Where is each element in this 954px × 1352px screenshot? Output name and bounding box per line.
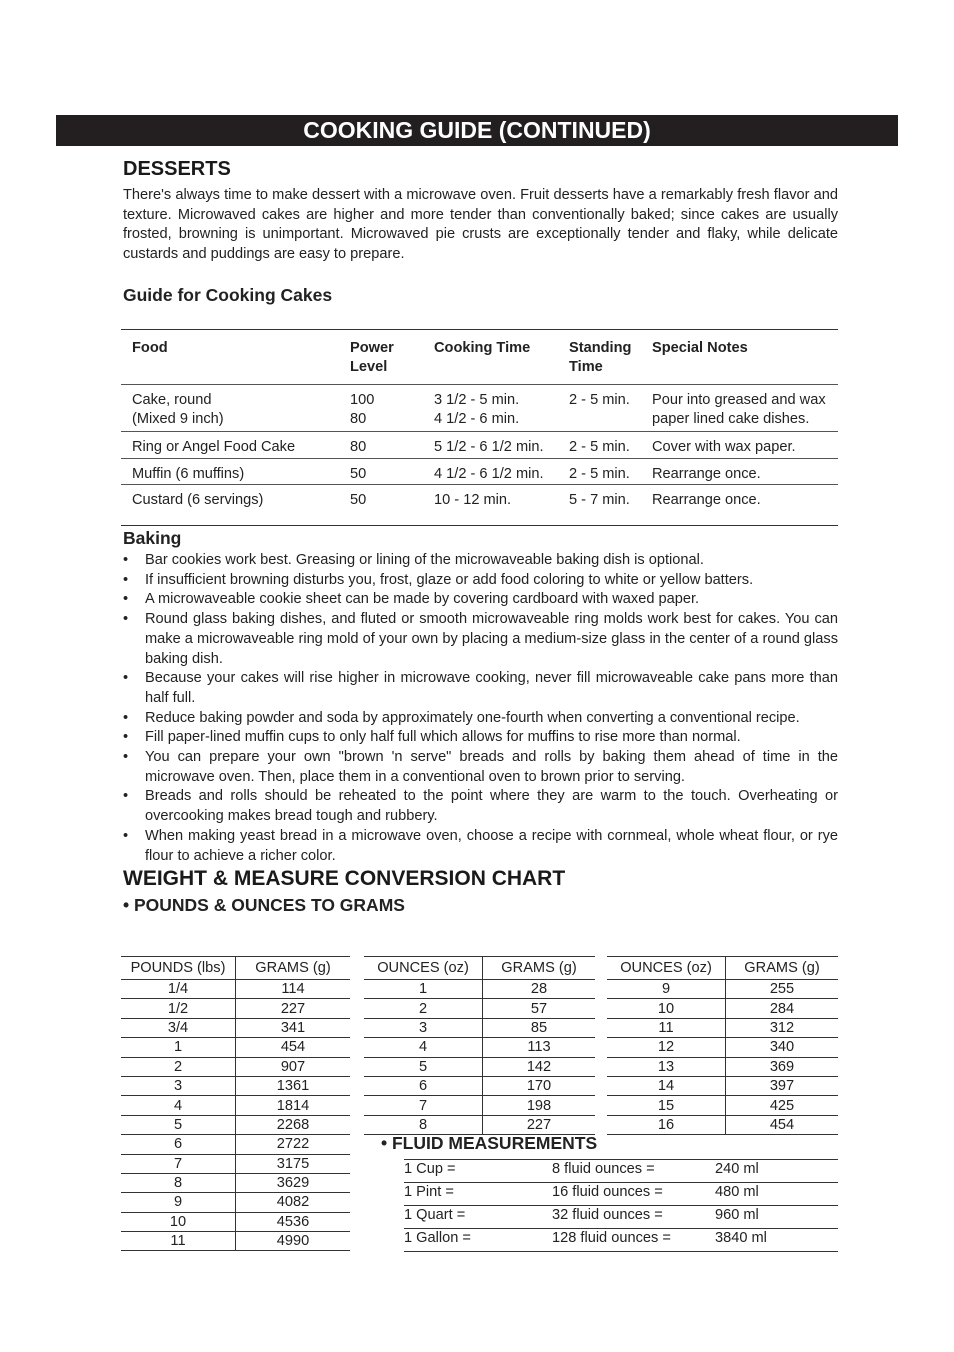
baking-tip — [123, 610, 838, 669]
ounces-grams-table-2 — [607, 956, 838, 1135]
baking-tip-text: When making yeast bread in a microwave oven, choose a recipe with cornmeal, whole wheat flour, or rye flour to achieve a richer color. — [145, 827, 838, 864]
baking-tips-list — [123, 551, 838, 866]
grams-value: 340 — [726, 1038, 839, 1057]
table-row — [607, 1115, 838, 1134]
grams-value: 454 — [726, 1115, 839, 1134]
unit-value: 7 — [121, 1154, 236, 1173]
fluid-ounces: 32 fluid ounces = — [552, 1207, 663, 1223]
table-row — [121, 980, 350, 999]
baking-tip-text: Breads and rolls should be reheated to the point where they are warm to the touch. Overheating or overcooking makes bread tough and rubbery. — [145, 788, 838, 825]
grams-value: 4536 — [236, 1212, 351, 1231]
bullet: • — [123, 709, 129, 726]
fluid-unit: 1 Pint = — [404, 1184, 454, 1200]
grams-value: 198 — [483, 1096, 596, 1115]
bullet: • — [123, 749, 129, 766]
table-row — [121, 1173, 350, 1192]
fluid-row — [404, 1206, 838, 1229]
grams-value: 227 — [236, 999, 351, 1018]
grams-value: 4082 — [236, 1193, 351, 1212]
cell-food: Muffin (6 muffins) — [132, 466, 245, 482]
baking-heading: Baking — [123, 528, 182, 548]
header-unit: OUNCES (oz) — [364, 957, 483, 980]
unit-value: 1 — [121, 1038, 236, 1057]
header-food: Food — [132, 340, 168, 356]
cell-food: Ring or Angel Food Cake — [132, 439, 296, 455]
unit-value: 3 — [364, 1018, 483, 1037]
grams-value: 3629 — [236, 1173, 351, 1192]
table-row — [607, 980, 838, 999]
cell-cooking-time: 10 - 12 min. — [434, 492, 512, 508]
unit-value: 1/4 — [121, 980, 236, 999]
grams-value: 425 — [726, 1096, 839, 1115]
grams-value: 113 — [483, 1038, 596, 1057]
grams-value: 170 — [483, 1076, 596, 1095]
table-row — [121, 1232, 350, 1251]
table-row — [121, 1115, 350, 1134]
cell-special-notes: Cover with wax paper. — [652, 439, 796, 455]
grams-value: 907 — [236, 1057, 351, 1076]
table-row — [364, 1057, 595, 1076]
cell-power-level: 50 — [350, 492, 367, 508]
fluid-ml: 480 ml — [715, 1184, 759, 1200]
cakes-row — [121, 484, 838, 525]
table-row — [121, 999, 350, 1018]
cell-special-notes: Rearrange once. — [652, 492, 761, 508]
table-row — [121, 1096, 350, 1115]
header-standing-time: Standing Time — [569, 340, 632, 375]
table-row — [364, 1076, 595, 1095]
bullet: • — [123, 670, 129, 687]
fluid-row — [404, 1183, 838, 1206]
cakes-row — [121, 458, 838, 484]
fluid-ounces: 8 fluid ounces = — [552, 1161, 655, 1177]
grams-value: 227 — [483, 1115, 596, 1134]
unit-value: 1/2 — [121, 999, 236, 1018]
header-unit: OUNCES (oz) — [607, 957, 726, 980]
table-row — [607, 1038, 838, 1057]
cakes-row — [121, 384, 838, 431]
table-row — [121, 1212, 350, 1231]
fluid-row — [404, 1229, 838, 1252]
unit-value: 16 — [607, 1115, 726, 1134]
header-grams: GRAMS (g) — [726, 957, 839, 980]
unit-value: 9 — [121, 1193, 236, 1212]
grams-value: 1361 — [236, 1076, 351, 1095]
table-row — [607, 1057, 838, 1076]
table-row — [364, 980, 595, 999]
cell-food: Custard (6 servings) — [132, 492, 264, 508]
unit-value: 4 — [121, 1096, 236, 1115]
fluid-ml: 3840 ml — [715, 1230, 767, 1246]
grams-value: 142 — [483, 1057, 596, 1076]
baking-tip-text: A microwaveable cookie sheet can be made by covering cardboard with waxed paper. — [145, 591, 700, 608]
cell-cooking-time: 3 1/2 - 5 min. 4 1/2 - 6 min. — [434, 392, 520, 427]
unit-value: 6 — [364, 1076, 483, 1095]
baking-tip — [123, 571, 838, 591]
cell-special-notes: Pour into greased and wax paper lined cake dishes. — [652, 392, 826, 427]
table-row — [121, 1057, 350, 1076]
unit-value: 4 — [364, 1038, 483, 1057]
unit-value: 3/4 — [121, 1018, 236, 1037]
unit-value: 5 — [364, 1057, 483, 1076]
header-power-level: Power Level — [350, 340, 394, 375]
table-row — [607, 1096, 838, 1115]
unit-value: 8 — [364, 1115, 483, 1134]
table-row — [364, 1018, 595, 1037]
table-row — [121, 1193, 350, 1212]
header-unit: POUNDS (lbs) — [121, 957, 236, 980]
bullet: • — [123, 552, 129, 568]
bullet: • — [123, 591, 129, 608]
unit-value: 10 — [121, 1212, 236, 1231]
baking-tip-text: If insufficient browning disturbs you, frost, glaze or add food coloring to white or yellow batters. — [145, 571, 754, 588]
fluid-ounces: 128 fluid ounces = — [552, 1230, 671, 1246]
fluid-ml: 960 ml — [715, 1207, 759, 1223]
grams-value: 85 — [483, 1018, 596, 1037]
baking-tip — [123, 728, 838, 748]
table-row — [364, 1115, 595, 1134]
header-grams: GRAMS (g) — [236, 957, 351, 980]
baking-tip — [123, 748, 838, 787]
grams-value: 2268 — [236, 1115, 351, 1134]
baking-tip-text: Fill paper-lined muffin cups to only half full which allows for muffins to rise more than normal. — [145, 729, 741, 746]
cell-special-notes: Rearrange once. — [652, 466, 761, 482]
grams-value: 28 — [483, 980, 596, 999]
baking-tip — [123, 827, 838, 866]
bullet: • — [123, 611, 129, 628]
grams-value: 341 — [236, 1018, 351, 1037]
baking-tip-text: Round glass baking dishes, and fluted or smooth microwaveable ring molds work best for cakes. You can make a microwaveable ring mold of your own by placing a medium-size glass in the center of a round glass baking dish. — [145, 611, 838, 667]
conversion-heading: WEIGHT & MEASURE CONVERSION CHART — [123, 867, 566, 890]
unit-value: 2 — [121, 1057, 236, 1076]
table-row — [364, 1038, 595, 1057]
unit-value: 2 — [364, 999, 483, 1018]
unit-value: 12 — [607, 1038, 726, 1057]
cakes-row — [121, 431, 838, 458]
cell-food: Cake, round (Mixed 9 inch) — [132, 392, 224, 427]
cell-power-level: 80 — [350, 439, 367, 455]
header-cooking-time: Cooking Time — [434, 340, 531, 356]
baking-tip — [123, 669, 838, 708]
fluid-row — [404, 1160, 838, 1183]
baking-tip-text: Bar cookies work best. Greasing or lining of the microwaveable baking dish is optional. — [145, 552, 704, 568]
grams-value: 312 — [726, 1018, 839, 1037]
unit-value: 3 — [121, 1076, 236, 1095]
grams-value: 255 — [726, 980, 839, 999]
unit-value: 7 — [364, 1096, 483, 1115]
bullet: • — [123, 571, 129, 588]
table-header-row — [121, 957, 350, 980]
unit-value: 5 — [121, 1115, 236, 1134]
cell-standing-time: 2 - 5 min. — [569, 439, 630, 455]
fluid-measurements-table — [404, 1159, 838, 1252]
table-row — [121, 1076, 350, 1095]
unit-value: 9 — [607, 980, 726, 999]
table-row — [121, 1154, 350, 1173]
table-row — [121, 1038, 350, 1057]
desserts-heading: DESSERTS — [123, 158, 231, 180]
table-row — [607, 1076, 838, 1095]
cakes-header-row — [121, 330, 838, 384]
grams-value: 114 — [236, 980, 351, 999]
table-row — [607, 999, 838, 1018]
cell-cooking-time: 5 1/2 - 6 1/2 min. — [434, 439, 544, 455]
pounds-ounces-heading: • POUNDS & OUNCES TO GRAMS — [123, 895, 405, 915]
bullet: • — [123, 827, 129, 844]
cell-cooking-time: 4 1/2 - 6 1/2 min. — [434, 466, 544, 482]
unit-value: 13 — [607, 1057, 726, 1076]
desserts-intro: There's always time to make dessert with a microwave oven. Fruit desserts have a remarkably fresh flavor and texture. Microwaved cakes are higher and more tender than conventionally baked; since cakes are usually frosted, browning is unimportant. Microwaved pie crusts are exceptionally tender and flaky, while delicate custards and puddings are easy to prepare. — [123, 187, 838, 262]
grams-value: 4990 — [236, 1232, 351, 1251]
bullet: • — [123, 788, 129, 805]
grams-value: 369 — [726, 1057, 839, 1076]
unit-value: 15 — [607, 1096, 726, 1115]
unit-value: 11 — [607, 1018, 726, 1037]
baking-tip — [123, 709, 838, 729]
table-header-row — [607, 957, 838, 980]
unit-value: 14 — [607, 1076, 726, 1095]
table-row — [121, 1018, 350, 1037]
ounces-grams-table-1 — [364, 956, 595, 1135]
grams-value: 2722 — [236, 1135, 351, 1154]
grams-value: 397 — [726, 1076, 839, 1095]
header-grams: GRAMS (g) — [483, 957, 596, 980]
fluid-unit: 1 Quart = — [404, 1207, 466, 1223]
grams-value: 454 — [236, 1038, 351, 1057]
fluid-measurements-heading: • FLUID MEASUREMENTS — [381, 1133, 598, 1153]
table-row — [364, 1096, 595, 1115]
pounds-grams-table — [121, 956, 350, 1251]
cell-power-level: 100 80 — [350, 392, 375, 427]
bullet: • — [123, 729, 129, 746]
baking-tip — [123, 590, 838, 610]
baking-tip-text: Because your cakes will rise higher in microwave cooking, never fill microwaveable cake pans more than half full. — [145, 670, 838, 706]
unit-value: 11 — [121, 1232, 236, 1251]
fluid-unit: 1 Gallon = — [404, 1230, 471, 1246]
cell-standing-time: 5 - 7 min. — [569, 492, 630, 508]
fluid-ml: 240 ml — [715, 1161, 759, 1177]
table-row — [121, 1135, 350, 1154]
unit-value: 1 — [364, 980, 483, 999]
cell-standing-time: 2 - 5 min. — [569, 466, 630, 482]
unit-value: 6 — [121, 1135, 236, 1154]
grams-value: 3175 — [236, 1154, 351, 1173]
cell-standing-time: 2 - 5 min. — [569, 392, 630, 408]
table-row — [364, 999, 595, 1018]
grams-value: 1814 — [236, 1096, 351, 1115]
baking-tip-text: Reduce baking powder and soda by approximately one-fourth when converting a conventional recipe. — [145, 709, 800, 726]
baking-tip — [123, 551, 838, 571]
cakes-guide-heading: Guide for Cooking Cakes — [123, 285, 333, 305]
grams-value: 57 — [483, 999, 596, 1018]
header-special-notes: Special Notes — [652, 340, 748, 356]
cell-power-level: 50 — [350, 466, 367, 482]
table-header-row — [364, 957, 595, 980]
fluid-ounces: 16 fluid ounces = — [552, 1184, 663, 1200]
grams-value: 284 — [726, 999, 839, 1018]
cakes-table — [121, 329, 838, 526]
page-banner: COOKING GUIDE (CONTINUED) — [56, 115, 898, 146]
unit-value: 10 — [607, 999, 726, 1018]
table-row — [607, 1018, 838, 1037]
fluid-unit: 1 Cup = — [404, 1161, 456, 1177]
baking-tip — [123, 787, 838, 826]
baking-tip-text: You can prepare your own "brown 'n serve" breads and rolls by baking them ahead of time in the microwave oven. Then, place them in a conventional oven to brown prior to serving. — [145, 749, 838, 785]
unit-value: 8 — [121, 1173, 236, 1192]
